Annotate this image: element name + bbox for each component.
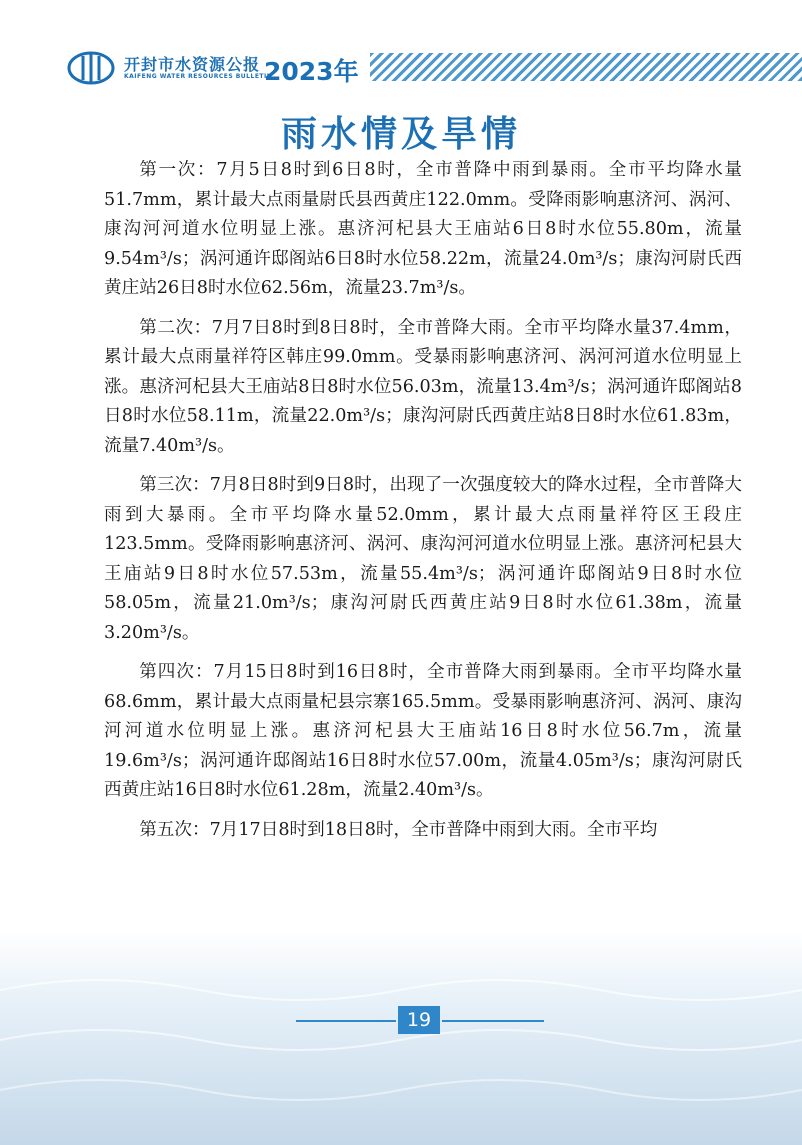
brand-name: 开封市水资源公报 <box>124 55 261 74</box>
paragraph-5: 第五次：7月17日8时到18日8时，全市普降中雨到大雨。全市平均 <box>139 819 658 840</box>
page-title: 雨水情及旱情 <box>280 114 521 155</box>
paragraph-2: 第二次：7月7日8时到8日8时，全市普降大雨。全市平均降水量37.4mm，累计最大点雨量祥符区韩庄99.0mm。受暴雨影响惠济河、涡河河道水位明显上涨。惠济河杞县大王庙站8日8时水位56.03m，流量13.4m³/s；涡河通许邸阁站8日8时水位58.11m，流量22.0m³/s；康沟河尉氏西黄庄站8日8时水位61.83m，流量7.40m³/s。 <box>104 317 742 456</box>
paragraph-4: 第四次：7月15日8时到16日8时，全市普降大雨到暴雨。全市平均降水量68.6mm，累计最大点雨量杞县宗寨165.5mm。受暴雨影响惠济河、涡河、康沟河河道水位明显上涨。惠济河杞县大王庙站16日8时水位56.7m，流量19.6m³/s；涡河通许邸阁站16日8时水位57.00m，流量4.05m³/s；康沟河尉氏西黄庄站16日8时水位61.28m，流量2.40m³/s。 <box>104 662 742 800</box>
paragraph-1: 第一次：7月5日8时到6日8时，全市普降中雨到暴雨。全市平均降水量51.7mm，累计最大点雨量尉氏县西黄庄122.0mm。受降雨影响惠济河、涡河、康沟河河道水位明显上涨。惠济河杞县大王庙站6日8时水位55.80m，流量9.54m³/s；涡河通许邸阁站6日8时水位58.22m，流量24.0m³/s；康沟河尉氏西黄庄站26日8时水位62.56m，流量23.7m³/s。 <box>104 160 742 298</box>
footer-line-left <box>296 1020 396 1022</box>
bulletin-year: 2023年 <box>264 57 359 86</box>
article-body <box>104 156 742 855</box>
paragraph-3: 第三次：7月8日8时到9日8时，出现了一次强度较大的降水过程，全市普降大雨到大暴雨。全市平均降水量52.0mm，累计最大点雨量祥符区王段庄123.5mm。受降雨影响惠济河、涡河、康沟河河道水位明显上涨。惠济河杞县大王庙站9日8时水位57.53m，流量55.4m³/s；涡河通许邸阁站9日8时水位58.05m，流量21.0m³/s；康沟河尉氏西黄庄站9日8时水位61.38m，流量3.20m³/s。 <box>104 475 742 643</box>
page-header <box>0 38 802 100</box>
header-hatch-decoration <box>370 53 802 81</box>
brand-name-english: KAIFENG WATER RESOURCES BULLETIN <box>124 73 273 80</box>
footer-line-right <box>442 1020 544 1022</box>
page-number: 19 <box>398 1006 440 1034</box>
bulletin-logo-icon <box>66 50 116 86</box>
water-wave-background <box>0 930 802 1145</box>
